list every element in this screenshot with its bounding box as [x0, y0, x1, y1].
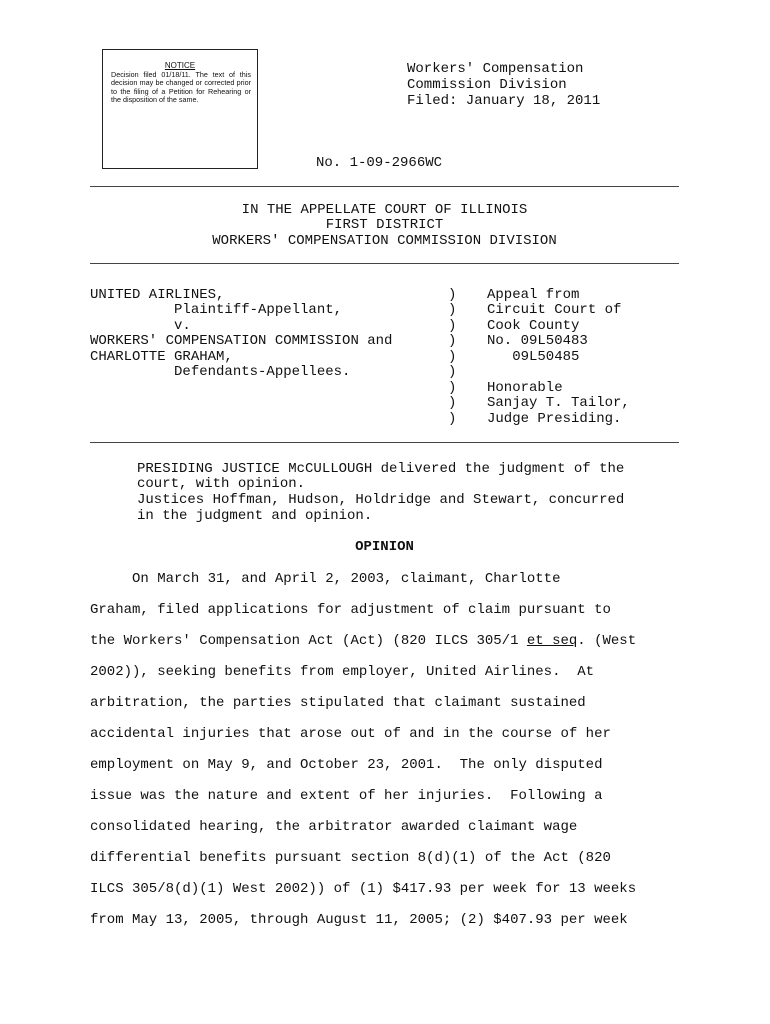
court-title-line-1: IN THE APPELLATE COURT OF ILLINOIS: [241, 202, 528, 218]
caption-right-line: Circuit Court of: [487, 302, 622, 318]
caption-paren: ): [448, 318, 457, 334]
caption-left-line: CHARLOTTE GRAHAM,: [90, 349, 233, 365]
caption-left-line: v.: [90, 318, 191, 334]
body-line: consolidated hearing, the arbitrator awarded claimant wage: [90, 819, 578, 835]
caption-right-line: Honorable: [487, 380, 563, 396]
body-line: Graham, filed applications for adjustment of claim pursuant to: [90, 602, 611, 618]
caption-paren: ): [448, 380, 457, 396]
body-line: ILCS 305/8(d)(1) West 2002)) of (1) $417.93 per week for 13 weeks: [90, 881, 637, 897]
caption-paren: ): [448, 364, 457, 380]
citation-et-seq: et seq: [526, 633, 578, 649]
notice-box: [102, 49, 258, 169]
body-text: . (West: [577, 633, 637, 649]
justices-line: Justices Hoffman, Hudson, Holdridge and Stewart, concurred: [137, 492, 625, 508]
justices-line: court, with opinion.: [137, 476, 306, 492]
notice-title: NOTICE: [164, 61, 196, 70]
division-line-1: Workers' Compensation: [407, 61, 584, 77]
body-line: from May 13, 2005, through August 11, 2005; (2) $407.93 per week: [90, 912, 628, 928]
opinion-heading: OPINION: [355, 539, 414, 555]
caption-right-line: 09L50485: [487, 349, 580, 365]
body-line: issue was the nature and extent of her injuries. Following a: [90, 788, 603, 804]
caption-paren: ): [448, 349, 457, 365]
caption-right-line: No. 09L50483: [487, 333, 588, 349]
body-line: On March 31, and April 2, 2003, claimant, Charlotte: [90, 571, 561, 587]
caption-left-line: Plaintiff-Appellant,: [90, 302, 343, 318]
divider-2: [90, 263, 679, 264]
body-line: differential benefits pursuant section 8(d)(1) of the Act (820: [90, 850, 611, 866]
body-line: accidental injuries that arose out of and in the course of her: [90, 726, 611, 742]
case-number: No. 1-09-2966WC: [316, 155, 443, 171]
divider-1: [90, 186, 679, 187]
caption-paren: ): [448, 287, 457, 303]
body-line: 2002)), seeking benefits from employer, United Airlines. At: [90, 664, 595, 680]
caption-paren: ): [448, 411, 457, 427]
caption-paren: ): [448, 302, 457, 318]
caption-right-line: Judge Presiding.: [487, 411, 622, 427]
justices-line: in the judgment and opinion.: [137, 508, 373, 524]
caption-paren: ): [448, 395, 457, 411]
caption-right-line: Cook County: [487, 318, 580, 334]
body-line: arbitration, the parties stipulated that claimant sustained: [90, 695, 586, 711]
divider-3: [90, 442, 679, 443]
caption-left-line: WORKERS' COMPENSATION COMMISSION and: [90, 333, 393, 349]
notice-text: Decision filed 01/18/11. The text of this decision may be changed or corrected prior to the filing of a Petition for Rehearing or the disposition of the same.: [111, 70, 251, 104]
court-title-line-2: FIRST DISTRICT: [325, 217, 444, 233]
filed-date: Filed: January 18, 2011: [407, 93, 601, 109]
division-line-2: Commission Division: [407, 77, 567, 93]
court-title-line-3: WORKERS' COMPENSATION COMMISSION DIVISION: [212, 233, 557, 249]
caption-right-line: Sanjay T. Tailor,: [487, 395, 630, 411]
caption-paren: ): [448, 333, 457, 349]
body-line: employment on May 9, and October 23, 2001. The only disputed: [90, 757, 603, 773]
justices-line: PRESIDING JUSTICE McCULLOUGH delivered the judgment of the: [137, 461, 625, 477]
caption-right-line: Appeal from: [487, 287, 580, 303]
body-line: [90, 633, 636, 649]
caption-left-line: Defendants-Appellees.: [90, 364, 351, 380]
caption-left-line: UNITED AIRLINES,: [90, 287, 225, 303]
body-text: the Workers' Compensation Act (Act) (820 ILCS 305/1: [90, 633, 527, 649]
